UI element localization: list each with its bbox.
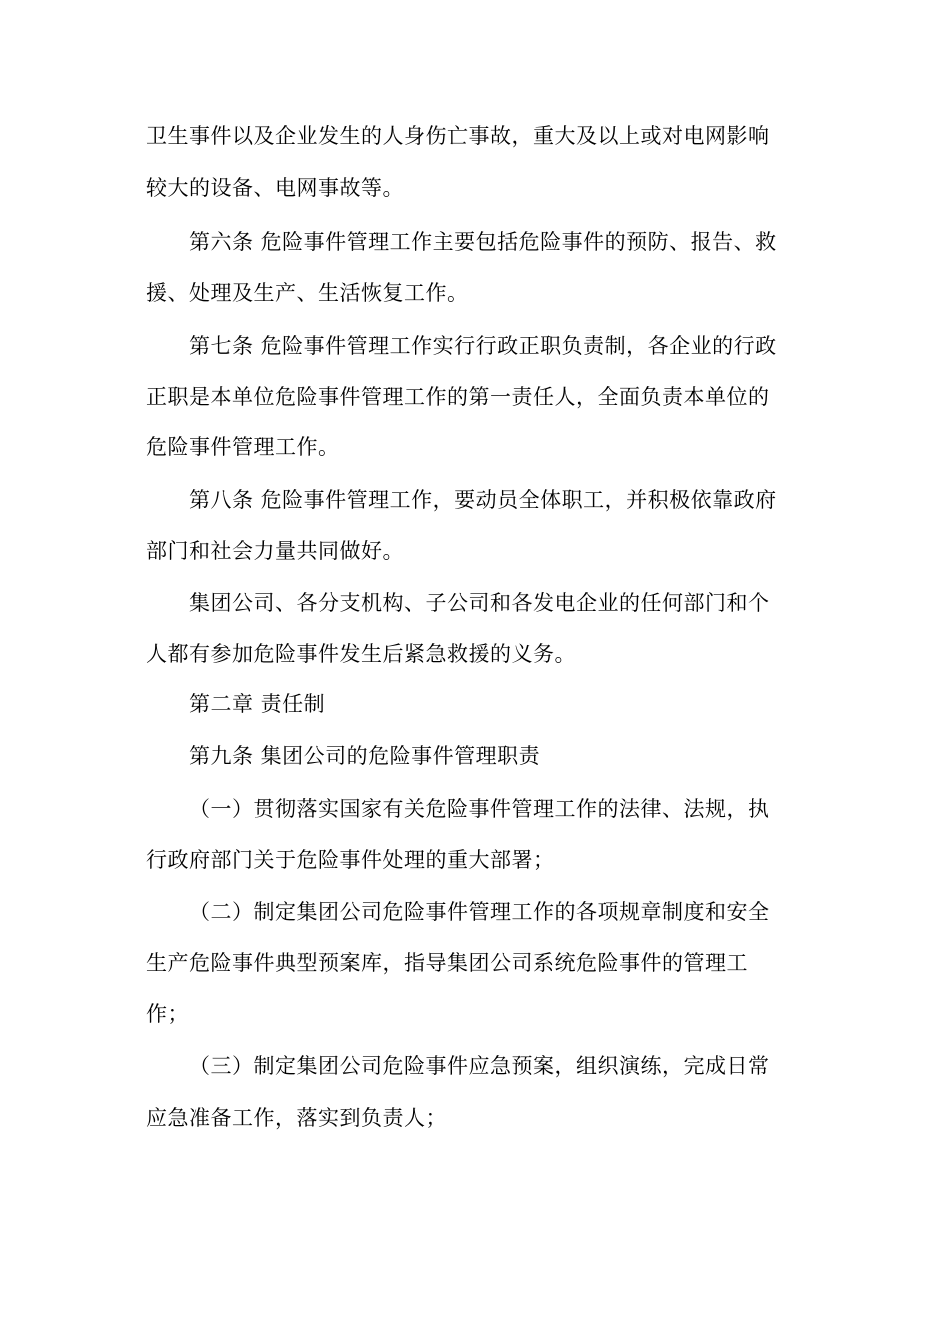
text-line: 正职是本单位危险事件管理工作的第一责任人，全面负责本单位的: [146, 385, 770, 409]
text-line: 援、处理及生产、生活恢复工作。: [146, 281, 469, 305]
article-8-heading: 第八条 危险事件管理工作，要动员全体职工，并积极依靠政府: [189, 488, 777, 512]
text-line: 部门和社会力量共同做好。: [146, 539, 404, 563]
article-9-heading: 第九条 集团公司的危险事件管理职责: [189, 744, 541, 768]
text-line: 人都有参加危险事件发生后紧急救援的义务。: [146, 642, 576, 666]
text-line: 卫生事件以及企业发生的人身伤亡事故，重大及以上或对电网影响: [146, 124, 770, 148]
text-line: 生产危险事件典型预案库，指导集团公司系统危险事件的管理工: [146, 951, 748, 975]
article-6-heading: 第六条 危险事件管理工作主要包括危险事件的预防、报告、救: [189, 230, 777, 254]
chapter-2-heading: 第二章 责任制: [189, 692, 326, 716]
article-7-heading: 第七条 危险事件管理工作实行行政正职负责制，各企业的行政: [189, 334, 777, 358]
text-line: 行政府部门关于危险事件处理的重大部署；: [146, 848, 555, 872]
paragraph-start: 集团公司、各分支机构、子公司和各发电企业的任何部门和个: [189, 591, 770, 615]
text-line: 作；: [146, 1002, 189, 1026]
list-item-2: （二）制定集团公司危险事件管理工作的各项规章制度和安全: [189, 900, 770, 924]
list-item-1: （一）贯彻落实国家有关危险事件管理工作的法律、法规，执: [189, 797, 770, 821]
list-item-3: （三）制定集团公司危险事件应急预案，组织演练，完成日常: [189, 1054, 770, 1078]
text-line: 危险事件管理工作。: [146, 435, 340, 459]
text-line: 较大的设备、电网事故等。: [146, 176, 404, 200]
text-line: 应急准备工作，落实到负责人；: [146, 1106, 447, 1130]
